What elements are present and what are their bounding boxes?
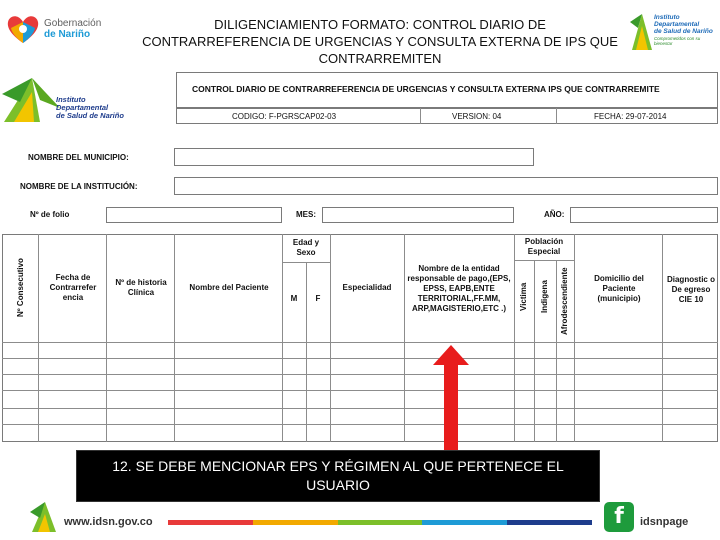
col-m: M [290, 294, 298, 303]
note-line1: 12. SE DEBE MENCIONAR EPS Y RÉGIMEN AL QUE PERTENECE EL [112, 458, 564, 474]
col-especialidad: Especialidad [342, 283, 392, 292]
form-ids-logo [2, 72, 172, 124]
col-paciente: Nombre del Paciente [189, 283, 269, 292]
folio-label: Nº de folio [30, 210, 70, 219]
heart-logo-icon [6, 14, 40, 44]
table-row [2, 408, 718, 409]
website-link[interactable]: www.idsn.gov.co [64, 516, 153, 528]
col-afro: Afrodescendiente [560, 267, 569, 335]
anio-label: AÑO: [544, 210, 565, 219]
form-screenshot [0, 70, 720, 442]
form-logo-l2: Departamental [56, 103, 109, 112]
col-f: F [315, 294, 321, 303]
page-title [130, 16, 630, 67]
table-row [2, 390, 718, 391]
col-victima: Victima [519, 282, 528, 312]
municipio-field[interactable] [174, 148, 534, 166]
col-edad-sexo: Edad y Sexo [292, 238, 320, 257]
facebook-icon[interactable]: f [604, 502, 634, 532]
arrow-shaft [444, 362, 458, 454]
col-fecha: Fecha de Contrarrefer encia [49, 273, 97, 302]
col-entidad: Nombre de la entidad responsable de pago,(EPS, EPSS, EAPB,ENTE TERRITORIAL,FF.MM, ARP,MAGISTERIO,ETC .) [407, 264, 511, 313]
records-table [2, 234, 718, 442]
instruction-note [76, 450, 600, 502]
mes-field[interactable] [322, 207, 514, 223]
table-row [2, 374, 718, 375]
ids-logo-l1: Instituto [654, 14, 680, 21]
form-title: CONTROL DIARIO DE CONTRARREFERENCIA DE URGENCIAS Y CONSULTA EXTERNA IPS QUE CONTRARREMITE [192, 84, 660, 94]
form-logo-l1: Instituto [56, 95, 86, 104]
gobernacion-logo [6, 14, 101, 44]
folio-field[interactable] [106, 207, 282, 223]
mes-label: MES: [296, 210, 316, 219]
title-line3: CONTRARREMITEN [318, 51, 442, 66]
anio-field[interactable] [570, 207, 718, 223]
title-line2: CONTRARREFERENCIA DE URGENCIAS Y CONSULTA EXTERNA DE IPS QUE [142, 34, 618, 49]
col-diagnostico: Diagnostic o De egreso CIE 10 [666, 275, 715, 304]
color-stripe [168, 520, 592, 525]
ids-leaf-icon [628, 10, 656, 54]
ids-logo-l2: Departamental [654, 21, 700, 28]
col-indigena: Indigena [540, 280, 549, 314]
form-logo-l3: de Salud de Nariño [56, 111, 124, 120]
col-consecutivo: Nº Consecutivo [16, 258, 25, 318]
gov-logo-line1: Gobernación [44, 18, 102, 29]
table-row [2, 358, 718, 359]
form-leaf-icon [2, 72, 62, 124]
footer-leaf-icon [30, 500, 60, 534]
col-historia: Nº de historia Clínica [115, 278, 167, 297]
ids-logo-tagline: Comprometidos con su bienestar [654, 36, 701, 46]
table-row [2, 424, 718, 425]
ids-logo-l3: de Salud de Nariño [654, 28, 713, 35]
facebook-handle[interactable]: idsnpage [640, 516, 689, 528]
ids-logo [628, 8, 716, 60]
form-codigo: CODIGO: F-PGRSCAP02-03 [232, 112, 337, 121]
municipio-label: NOMBRE DEL MUNICIPIO: [28, 153, 129, 162]
form-version: VERSION: 04 [452, 112, 502, 121]
institucion-field[interactable] [174, 177, 718, 195]
note-line2: USUARIO [306, 477, 370, 493]
col-poblacion: Población Especial [524, 237, 564, 256]
form-fecha: FECHA: 29-07-2014 [594, 112, 667, 121]
title-line1: DILIGENCIAMIENTO FORMATO: CONTROL DIARIO DE [214, 17, 546, 32]
col-domicilio: Domicilio del Paciente (municipio) [594, 274, 644, 303]
institucion-label: NOMBRE DE LA INSTITUCIÓN: [20, 182, 138, 191]
gov-logo-line2: de Nariño [44, 29, 91, 40]
